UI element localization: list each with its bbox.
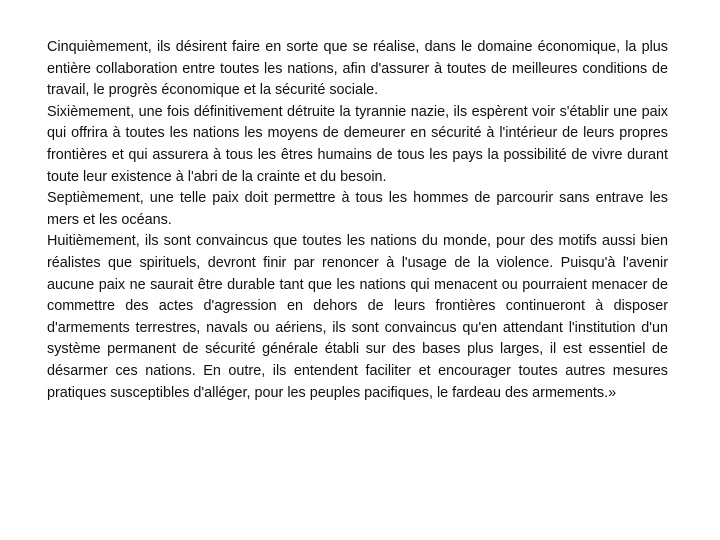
paragraph-seventh-point: Septièmement, une telle paix doit permettre à tous les hommes de parcourir sans entrave les mers et les océans. bbox=[47, 190, 668, 228]
paragraph-fifth-point: Cinquièmement, ils désirent faire en sorte que se réalise, dans le domaine économique, la plus entière collaboration entre toutes les nations, afin d'assurer à toutes de meilleures conditions de travail, le progrès économique et la sécurité sociale. bbox=[47, 39, 668, 99]
paragraph-sixth-point: Sixièmement, une fois définitivement détruite la tyrannie nazie, ils espèrent voir s'établir une paix qui offrira à toutes les nations les moyens de demeurer en sécurité à l'intérieur de leurs propres frontières et qui assurera à tous les êtres humains de tous les pays la possibilité de vivre durant toute leur existence à l'abri de la crainte et du besoin. bbox=[47, 103, 668, 185]
text-block bbox=[47, 37, 668, 404]
paragraph-eighth-point: Huitièmement, ils sont convaincus que toutes les nations du monde, pour des motifs aussi bien réalistes que spirituels, devront finir par renoncer à l'usage de la violence. Puisqu'à l'avenir aucune paix ne saurait être durable tant que les nations qui menacent ou pourraient menacer de commettre des actes d'agression en dehors de leurs frontières continueront à disposer d'armements terrestres, navals ou aériens, ils sont convaincus qu'en attendant l'institution d'un système permanent de sécurité générale établi sur des bases plus larges, il est essentiel de désarmer ces nations. En outre, ils entendent faciliter et encourager toutes autres mesures pratiques susceptibles d'alléger, pour les peuples pacifiques, le fardeau des armements.» bbox=[47, 233, 668, 401]
